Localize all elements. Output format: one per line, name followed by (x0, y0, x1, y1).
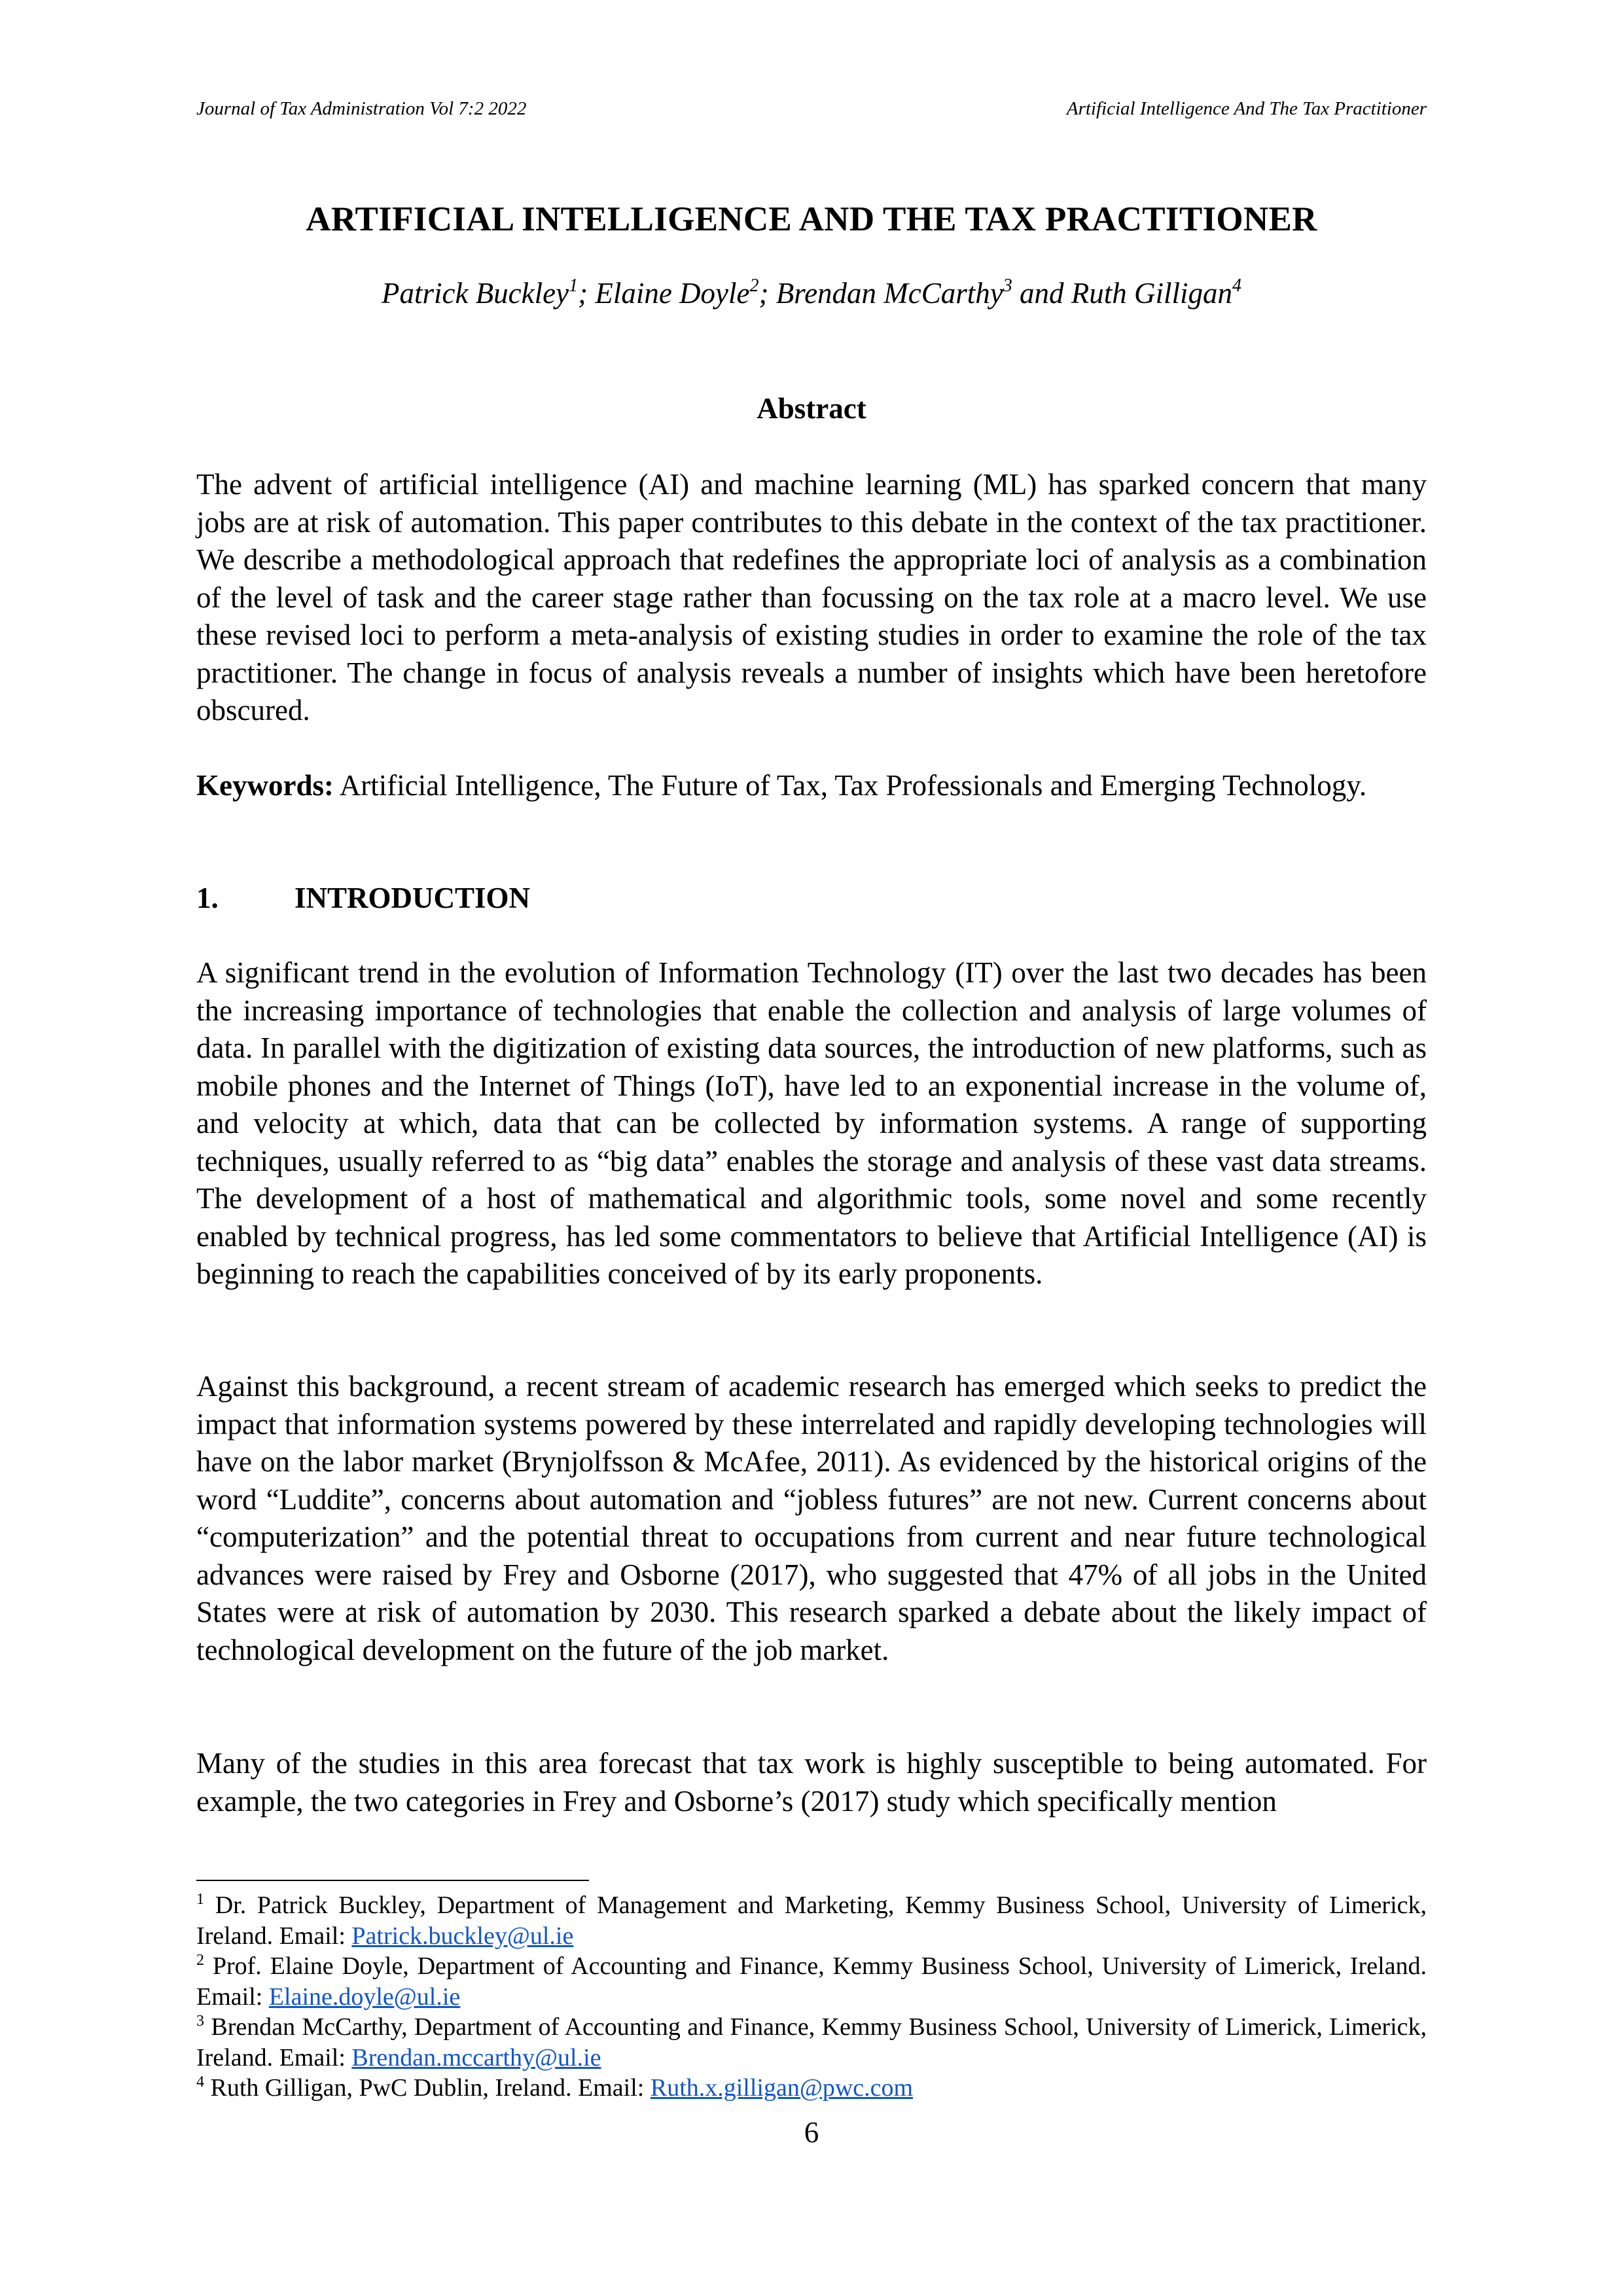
abstract-heading: Abstract (757, 392, 866, 425)
author-separator: ; (578, 277, 596, 310)
email-link[interactable]: Elaine.doyle@ul.ie (268, 1982, 461, 2011)
keywords (196, 767, 1427, 805)
section-heading (196, 880, 530, 917)
author-footnote-mark: 1 (569, 276, 579, 296)
author-separator: ; (758, 277, 776, 310)
abstract-text: The advent of artificial intelligence (AI) and machine learning (ML) has sparked concern that many jobs are at risk of automation. This paper contributes to this debate in the context of the tax practitioner. We describe a methodological approach that redefines the appropriate loci of analysis as a combination of the level of task and the career stage rather than focussing on the tax role at a macro level. We use these revised loci to perform a meta-analysis of existing studies in order to examine the role of the tax practitioner. The change in focus of analysis reveals a number of insights which have been heretofore obscured. (196, 468, 1427, 726)
email-link[interactable]: Patrick.buckley@ul.ie (351, 1922, 574, 1950)
author-footnote-mark: 4 (1232, 276, 1242, 296)
footnote-separator (196, 1880, 589, 1881)
footnote-mark: 4 (196, 2073, 204, 2090)
footnote-text: Prof. Elaine Doyle, Department of Accounting and Finance, Kemmy Business School, University of Limerick, Ireland. Email: (196, 1952, 1427, 2011)
author-name: Brendan McCarthy (776, 277, 1003, 310)
author-name: Patrick Buckley (381, 277, 569, 310)
footnotes (196, 1890, 1427, 2104)
footnote (196, 2012, 1427, 2073)
keywords-text: Artificial Intelligence, The Future of Tax, Tax Professionals and Emerging Technology. (333, 769, 1367, 802)
body-paragraph: Many of the studies in this area forecast that tax work is highly susceptible to being automated. For example, the two categories in Frey and Osborne’s (2017) study which specifically mention (196, 1747, 1427, 1818)
author-name: Elaine Doyle (595, 277, 750, 310)
running-title: Artificial Intelligence And The Tax Practitioner (1066, 98, 1427, 119)
body-paragraph: Against this background, a recent stream of academic research has emerged which seeks to predict the impact that information systems powered by these interrelated and rapidly developing technologies will have on the labor market (Brynjolfsson & McAfee, 2011). As evidenced by the historical origins of the word “Luddite”, concerns about automation and “jobless futures” are not new. Current concerns about “computerization” and the potential threat to occupations from current and near future technological advances were raised by Frey and Osborne (2017), who suggested that 47% of all jobs in the United States were at risk of automation by 2030. This research sparked a debate about the likely impact of technological development on the future of the job market. (196, 1370, 1427, 1666)
email-link[interactable]: Brendan.mccarthy@ul.ie (351, 2043, 601, 2072)
keywords-label: Keywords: (196, 769, 334, 802)
footnote-mark: 1 (196, 1891, 204, 1908)
paper-title: ARTIFICIAL INTELLIGENCE AND THE TAX PRACTITIONER (306, 200, 1317, 238)
author-separator: and (1012, 277, 1071, 310)
footnote-text: Brendan McCarthy, Department of Accounting and Finance, Kemmy Business School, University of Limerick, Limerick, Ireland. Email: (196, 2013, 1427, 2072)
section-number: 1. (196, 882, 219, 914)
journal-name: Journal of Tax Administration Vol 7:2 2022 (196, 98, 527, 119)
footnote-text: Ruth Gilligan, PwC Dublin, Ireland. Email: (204, 2074, 651, 2102)
author-footnote-mark: 2 (749, 276, 759, 296)
page-number: 6 (804, 2116, 819, 2149)
author-list (196, 274, 1427, 313)
footnote-text: Dr. Patrick Buckley, Department of Management and Marketing, Kemmy Business School, University of Limerick, Ireland. Email: (196, 1892, 1427, 1950)
footnote (196, 1890, 1427, 1951)
running-header (196, 98, 1427, 124)
body-paragraph: A significant trend in the evolution of Information Technology (IT) over the last two decades has been the increasing importance of technologies that enable the collection and analysis of large volumes of data. In parallel with the digitization of existing data sources, the introduction of new platforms, such as mobile phones and the Internet of Things (IoT), have led to an exponential increase in the volume of, and velocity at which, data that can be collected by information systems. A range of supporting techniques, usually referred to as “big data” enables the storage and analysis of these vast data streams. The development of a host of mathematical and algorithmic tools, some novel and some recently enabled by technical progress, has led some commentators to believe that Artificial Intelligence (AI) is beginning to reach the capabilities conceived of by its early proponents. (196, 956, 1427, 1290)
author-name: Ruth Gilligan (1071, 277, 1233, 310)
section-title: INTRODUCTION (294, 882, 531, 914)
email-link[interactable]: Ruth.x.gilligan@pwc.com (650, 2074, 914, 2102)
author-footnote-mark: 3 (1003, 276, 1012, 296)
footnote (196, 2073, 1427, 2104)
footnote (196, 1951, 1427, 2012)
footnote-mark: 2 (196, 1952, 204, 1969)
footnote-mark: 3 (196, 2013, 204, 2030)
